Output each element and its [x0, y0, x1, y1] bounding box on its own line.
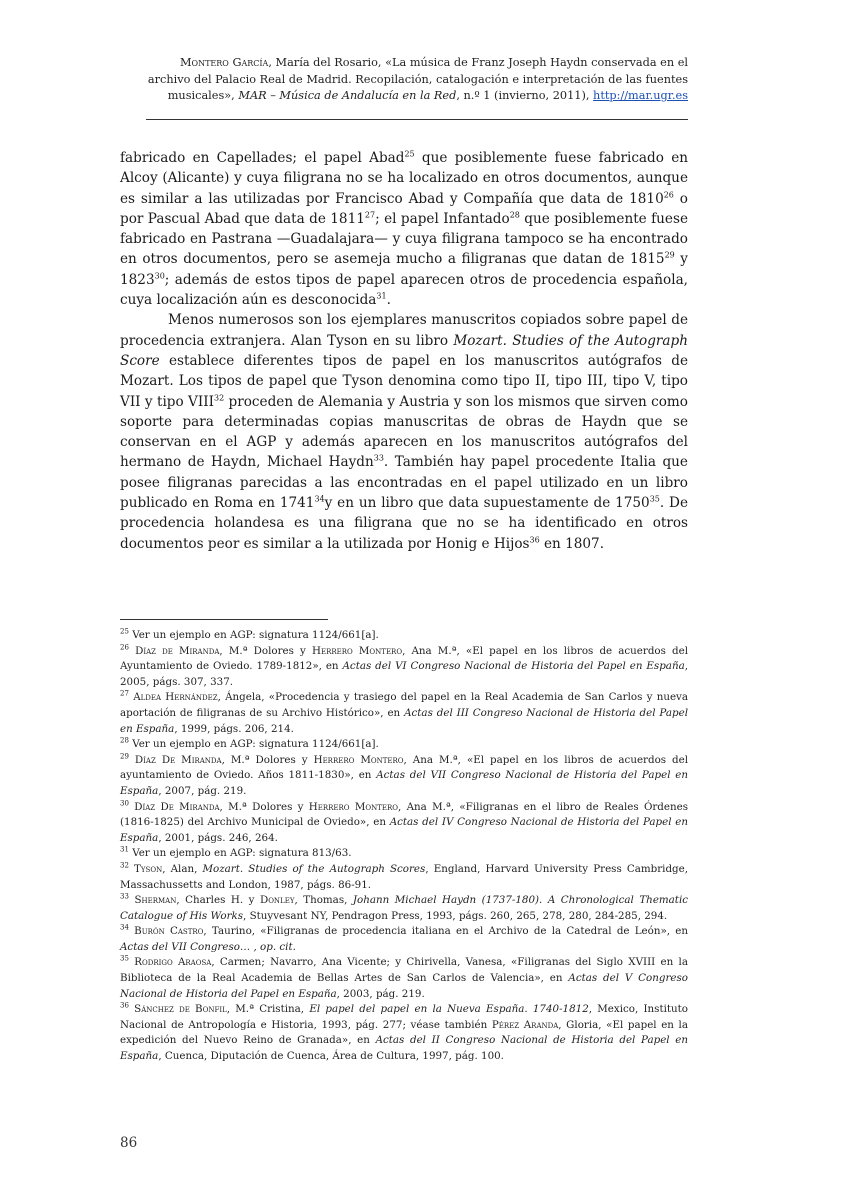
text-run: y 1823: [120, 251, 688, 288]
footnote-text: , Ángela, «Procedencia y trasiego del papel en la Real Academia de San Carlos y nueva aportación de filigranas de su Archivo Histórico», en: [120, 691, 689, 719]
author-name: Herrero Montero: [308, 800, 399, 813]
running-header: [140, 55, 688, 105]
header-url-link[interactable]: http://mar.ugr.es: [593, 89, 688, 102]
text-run: que posiblemente fuese fabricado en Pastrana —Guadalajara— y cuya filigrana tampoco se ha encontrado en otros documentos, pero se asemeja mucho a filigranas que datan de 1815: [120, 210, 688, 268]
footnote-separator: [120, 619, 328, 620]
footnote-25: [120, 628, 688, 644]
author-name: Díaz De Miranda: [134, 800, 220, 813]
footnote-text: , Cuenca, Diputación de Cuenca, Área de Cultura, 1997, pág. 100.: [158, 1050, 504, 1063]
footnote-text: , Charles H. y: [176, 894, 260, 907]
footnote-ref-25[interactable]: 25: [404, 149, 415, 159]
author-name: Herrero Montero: [311, 644, 403, 657]
footnote-33: [120, 893, 688, 924]
text-run: que posiblemente fuese fabricado en Alcoy (Alicante) y cuya filigrana no se ha localizado en otros documentos, aunque es similar a las utilizadas por Francisco Abad y Compañía que data de 1810: [120, 150, 688, 207]
footnote-number: 29: [120, 752, 129, 761]
publication-title: Actas del II Congreso Nacional de Historia del Papel en España: [120, 1034, 689, 1063]
text-run: .: [386, 292, 391, 309]
footnote-ref-35[interactable]: 35: [649, 494, 660, 504]
footnote-text: , 2005, págs. 307, 337.: [120, 660, 688, 688]
text-run: proceden de Alemania y Austria y son los mismos que sirven como soporte para determinadas copias manuscritas de obras de Haydn que se conservan en el AGP y además aparecen en los manuscritos autógrafos del hermano de Haydn, Michael Haydn: [120, 393, 688, 471]
footnote-text: , M.ª Dolores y: [219, 800, 309, 813]
footnote-27: [120, 690, 688, 737]
text-run: fabricado en Capellades; el papel Abad: [120, 150, 405, 166]
page-number: 86: [120, 1135, 138, 1151]
footnote-text: , 1999, págs. 206, 214.: [174, 722, 294, 735]
footnote-text: , Ana M.ª, «Filigranas en el libro de Reales Órdenes (1816-1825) del Archivo Municipal de Oviedo», en: [120, 800, 688, 829]
text-run: o por Pascual Abad que data de 1811: [120, 190, 688, 227]
author-name: Díaz De Miranda: [134, 753, 222, 766]
footnote-26: [120, 644, 688, 691]
footnote-number: 26: [120, 643, 129, 652]
footnote-32: [120, 862, 688, 893]
author-name: Herrero Montero: [313, 753, 404, 766]
footnote-text: , Mexico, Instituto Nacional de Antropología e Historia, 1993, pág. 277; véase también: [120, 1003, 689, 1031]
footnote-ref-30[interactable]: 30: [154, 271, 165, 281]
author-name: Rodrigo Araosa: [134, 956, 212, 969]
footnote-36: [120, 1002, 688, 1064]
footnote-number: 27: [120, 689, 129, 698]
footnote-text: , Carmen; Navarro, Ana Vicente; y Chirivella, Vanesa, «Filigranas del Siglo XVIII en la Biblioteca de la Real Academia de Bellas Artes de San Carlos de Valencia», en: [120, 956, 688, 985]
footnote-text: Ver un ejemplo en AGP: signatura 813/63.: [132, 847, 352, 860]
paragraph-1: [120, 148, 688, 310]
text-run: ; el papel Infantado: [375, 210, 510, 227]
footnote-number: 28: [120, 736, 129, 745]
footnote-number: 36: [120, 1001, 129, 1010]
publication-title: Actas del VI Congreso Nacional de Historia del Papel en España: [342, 660, 685, 673]
footnote-ref-33[interactable]: 33: [373, 453, 384, 463]
author-name: Sánchez de Bonfil: [134, 1003, 227, 1016]
publication-title: Mozart. Studies of the Autograph Scores: [202, 862, 426, 875]
footnote-text: Ver un ejemplo en AGP: signatura 1124/661[a].: [132, 629, 379, 641]
footnote-text: Ver un ejemplo en AGP: signatura 1124/661[a].: [132, 738, 379, 751]
text-run: y en un libro que data supuestamente de 1750: [324, 495, 650, 512]
footnote-text: , M.ª Dolores y: [221, 753, 314, 766]
footnote-number: 34: [120, 923, 129, 932]
publication-title: Actas del VII Congreso… , op. cit.: [120, 940, 296, 953]
text-run: Menos numerosos son los ejemplares manuscritos copiados sobre papel de procedencia extranjera. Alan Tyson en su libro: [120, 312, 688, 349]
footnote-ref-34[interactable]: 34: [314, 494, 325, 504]
footnote-number: 30: [120, 799, 129, 808]
footnote-text: , 2001, págs. 246, 264.: [158, 831, 278, 844]
footnote-34: [120, 924, 688, 955]
author-name: Tyson: [134, 862, 163, 875]
header-author: Montero García: [179, 56, 269, 69]
footnote-text: , 2003, pág. 219.: [336, 987, 425, 1000]
footnote-ref-27[interactable]: 27: [364, 210, 376, 220]
header-citation: , María del Rosario, «La música de Franz Joseph Haydn conservada en el archivo del Palacio Real de Madrid. Recopilación, catalogación e interpretación de las fuentes musicales»,: [147, 56, 688, 102]
footnote-ref-26[interactable]: 26: [663, 190, 674, 200]
footnote-text: , Ana M.ª, «El papel en los libros de acuerdos del Ayuntamiento de Oviedo. 1789-1812», en: [120, 644, 689, 673]
footnote-text: , England, Harvard University Press Cambridge, Massachussetts and London, 1987, págs. 86-91.: [120, 862, 688, 891]
publication-title: Actas del IV Congreso Nacional de Historia del Papel en España: [120, 816, 688, 844]
footnote-number: 33: [120, 892, 129, 901]
publication-title: El papel del papel en la Nueva España. 1740-1812: [309, 1003, 589, 1016]
footnote-text: , M.ª Dolores y: [219, 644, 312, 657]
footnote-number: 31: [120, 845, 129, 854]
author-name: Donley: [259, 894, 295, 907]
footnote-number: 25: [120, 627, 129, 636]
footnote-text: , Alan,: [162, 862, 203, 875]
footnote-ref-28[interactable]: 28: [509, 210, 520, 220]
text-run: en 1807.: [539, 535, 605, 552]
author-name: Sherman: [134, 894, 177, 907]
header-rule: [146, 119, 688, 120]
footnote-30: [120, 800, 688, 847]
author-name: Burón Castro: [134, 925, 204, 938]
footnote-text: , Gloria, «El papel en la expedición del Nuevo Reino de Granada», en: [120, 1018, 688, 1047]
footnotes: [120, 628, 688, 1065]
footnote-ref-36[interactable]: 36: [529, 535, 540, 545]
footnote-31: [120, 846, 688, 862]
book-title: Mozart. Studies of the Autograph Score: [120, 332, 688, 369]
footnote-ref-31[interactable]: 31: [376, 291, 387, 301]
footnote-text: , M.ª Cristina,: [226, 1003, 310, 1016]
footnote-number: 35: [120, 955, 129, 964]
text-run: . También hay papel procedente Italia que posee filigranas parecidas a las encontradas en el papel utilizado en un libro publicado en Roma en 1741: [120, 454, 688, 512]
footnote-35: [120, 955, 688, 1002]
text-run: . De procedencia holandesa es una filigrana que no se ha identificado en otros documentos peor es similar a la utilizada por Honig e Hijos: [120, 495, 689, 552]
text-run: establece diferentes tipos de papel en los manuscritos autógrafos de Mozart. Los tipos de papel que Tyson denomina como tipo II, tipo III, tipo V, tipo VII y tipo VIII: [120, 352, 688, 410]
paragraph-2: [120, 310, 688, 554]
header-issue: , n.º 1 (invierno, 2011),: [456, 89, 594, 102]
publication-title: Actas del VII Congreso Nacional de Historia del Papel en España: [120, 769, 688, 797]
publication-title: Actas del III Congreso Nacional de Historia del Papel en España: [120, 706, 688, 735]
footnote-text: , 2007, pág. 219.: [158, 784, 247, 797]
footnote-text: , Stuyvesant NY, Pendragon Press, 1993, págs. 260, 265, 278, 280, 284-285, 294.: [243, 909, 668, 922]
footnote-ref-29[interactable]: 29: [664, 250, 675, 260]
footnote-number: 32: [120, 861, 129, 870]
main-text: [120, 148, 688, 554]
footnote-ref-32[interactable]: 32: [213, 393, 225, 403]
author-name: Díaz de Miranda: [135, 644, 220, 657]
footnote-text: , Ana M.ª, «El papel en los libros de acuerdos del ayuntamiento de Oviedo. Años 1811-1830», en: [120, 753, 689, 782]
footnote-text: , Taurino, «Filigranas de procedencia italiana en el Archivo de la Catedral de León», en: [203, 925, 689, 938]
text-run: ; además de estos tipos de papel aparecen otros de procedencia española, cuya localización aún es desconocida: [120, 271, 688, 309]
publication-title: Johann Michael Haydn (1737-180). A Chronological Thematic Catalogue of His Works: [120, 894, 689, 922]
header-journal: MAR – Música de Andalucía en la Red: [238, 89, 457, 102]
footnote-text: , Thomas,: [294, 894, 353, 907]
footnote-29: [120, 753, 688, 800]
footnote-28: [120, 737, 688, 753]
publication-title: Actas del V Congreso Nacional de Historia del Papel en España: [120, 972, 688, 1000]
author-name: Aldea Hernández: [133, 691, 218, 704]
author-name: Pérez Aranda: [491, 1018, 559, 1031]
